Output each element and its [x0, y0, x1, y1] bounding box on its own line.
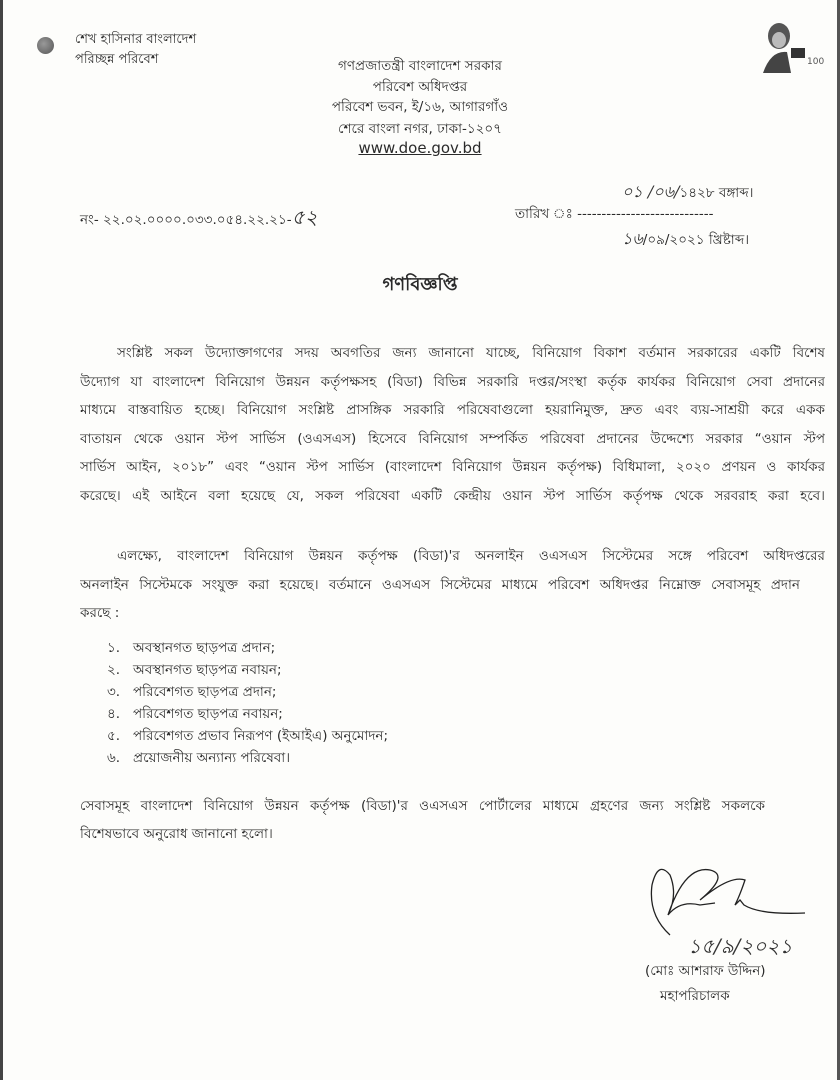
signatory-designation: মহাপরিচালক — [660, 988, 730, 1004]
service-number: ১. — [107, 640, 121, 656]
para1-line: বাতায়ন থেকে ওয়ান স্টপ সার্ভিস (ওএসএস) হিসেবে বিনিয়োগ সম্পর্কিত পরিষেবা প্রদানের উদ্দেশ্যে সরকার “ওয়ান স্টপ — [80, 431, 825, 447]
scan-edge-left — [0, 0, 3, 1080]
para2-line: অনলাইন সিস্টেমকে সংযুক্ত করা হয়েছে। বর্তমানে ওএসএস সিস্টেমের মাধ্যমে পরিবেশ অধিদপ্তর নিম্নোক্ত সেবাসমূহ প্রদান — [80, 577, 800, 593]
date-bangla-handwritten: ০১ /০৬/ — [622, 182, 680, 201]
para1-line: সার্ভিস আইন, ২০১৮” এবং “ওয়ান স্টপ সার্ভিস (বাংলাদেশ বিনিয়োগ উন্নয়ন কর্তৃপক্ষ) বিধিমালা, ২০২০ প্রণয়ন ও কার্যকর — [80, 459, 825, 475]
service-number: ৬. — [107, 750, 121, 766]
header-address-1: পরিবেশ ভবন, ই/১৬, আগারগাঁও — [331, 99, 509, 115]
reference-handwritten: ৫২ — [291, 205, 318, 229]
para3-line: সেবাসমূহ বাংলাদেশ বিনিয়োগ উন্নয়ন কর্তৃপক্ষ (বিডা)'র ওএসএস পোর্টালের মাধ্যমে গ্রহণের জন্য সংশ্লিষ্ট সকলকে — [80, 798, 765, 814]
service-item — [107, 747, 290, 770]
para1-line: করেছে। এই আইনে বলা হয়েছে যে, সকল পরিষেবা একটি কেন্দ্রীয় ওয়ান স্টপ সার্ভিস কর্তৃপক্ষ থেকে সরবরাহ করা হবে। — [80, 488, 825, 504]
service-text: পরিবেশগত ছাড়পত্র প্রদান; — [133, 684, 277, 700]
signature-date-handwritten: ১৫/৯/২০২১ — [688, 934, 793, 958]
header-department: পরিবেশ অধিদপ্তর — [372, 79, 468, 95]
para2-line: এলক্ষ্যে, বাংলাদেশ বিনিয়োগ উন্নয়ন কর্তৃপক্ষ (বিডা)'র অনলাইন ওএসএস সিস্টেমের সঙ্গে পরিবেশ অধিদপ্তরের — [117, 548, 825, 564]
date-en-handwritten: ১৬ — [622, 229, 643, 248]
service-text: অবস্থানগত ছাড়পত্র প্রদান; — [133, 640, 276, 656]
punch-hole — [37, 37, 54, 54]
service-item — [107, 681, 276, 704]
service-number: ৫. — [107, 728, 121, 744]
service-number: ২. — [107, 662, 121, 678]
para1-line: উদ্যোগ যা বাংলাদেশ বিনিয়োগ উন্নয়ন কর্তৃপক্ষসহ (বিডা) বিভিন্ন সরকারি দপ্তর/সংস্থা কর্তৃক কার্যকর বিনিয়োগ সেবা প্রদানের — [80, 374, 825, 390]
reference-number — [80, 203, 318, 236]
date-bangla — [622, 179, 754, 206]
service-text: প্রয়োজনীয় অন্যান্য পরিষেবা। — [133, 750, 291, 766]
service-item — [107, 637, 275, 660]
service-text: পরিবেশগত ছাড়পত্র নবায়ন; — [133, 706, 283, 722]
date-label: তারিখ ঃ — [515, 206, 573, 222]
service-number: ৩. — [107, 684, 121, 700]
date-label-row — [515, 203, 713, 226]
slogan-line-1: শেখ হাসিনার বাংলাদেশ — [75, 32, 197, 47]
service-item — [107, 659, 282, 682]
date-bangla-printed: ১৪২৮ বঙ্গাব্দ। — [679, 185, 754, 201]
service-item — [107, 703, 283, 726]
service-number: ৪. — [107, 706, 121, 722]
para1-line: সংশ্লিষ্ট সকল উদ্যোক্তাগণের সদয় অবগতির জন্য জানানো যাচ্ছে, বিনিয়োগ বিকাশ বর্তমান সরকারের একটি বিশেষ — [117, 345, 825, 361]
para1-line: মাধ্যমে বাস্তবায়িত হচ্ছে। বিনিয়োগ সংশ্লিষ্ট প্রাসঙ্গিক সরকারি পরিষেবাগুলো হয়রানিমুক্ত, দ্রুত এবং ব্যয়-সাশ্রয়ী করে একক — [80, 402, 825, 418]
signatory-name: (মোঃ আশরাফ উদ্দিন) — [645, 963, 766, 979]
header-government: গণপ্রজাতন্ত্রী বাংলাদেশ সরকার — [338, 58, 502, 74]
date-english — [622, 226, 749, 253]
para2-line: করছে : — [80, 605, 120, 621]
svg-text:100: 100 — [807, 57, 825, 67]
notice-title: গণবিজ্ঞপ্তি — [382, 274, 458, 295]
service-item — [107, 725, 388, 748]
date-dashes: ---------------------------- — [577, 206, 714, 222]
service-text: পরিবেশগত প্রভাব নিরূপণ (ইআইএ) অনুমোদন; — [133, 728, 389, 744]
header-address-2: শেরে বাংলা নগর, ঢাকা-১২০৭ — [338, 121, 502, 137]
date-en-printed: /০৯/২০২১ খ্রিষ্টাব্দ। — [642, 232, 750, 248]
website-link[interactable]: www.doe.gov.bd — [358, 139, 482, 157]
service-text: অবস্থানগত ছাড়পত্র নবায়ন; — [133, 662, 282, 678]
para3-line: বিশেষভাবে অনুরোধ জানানো হলো। — [80, 826, 273, 842]
reference-prefix: নং- ২২.০২.০০০০.০৩৩.০৫৪.২২.২১- — [80, 212, 292, 228]
slogan-line-2: পরিচ্ছন্ন পরিবেশ — [75, 52, 159, 67]
